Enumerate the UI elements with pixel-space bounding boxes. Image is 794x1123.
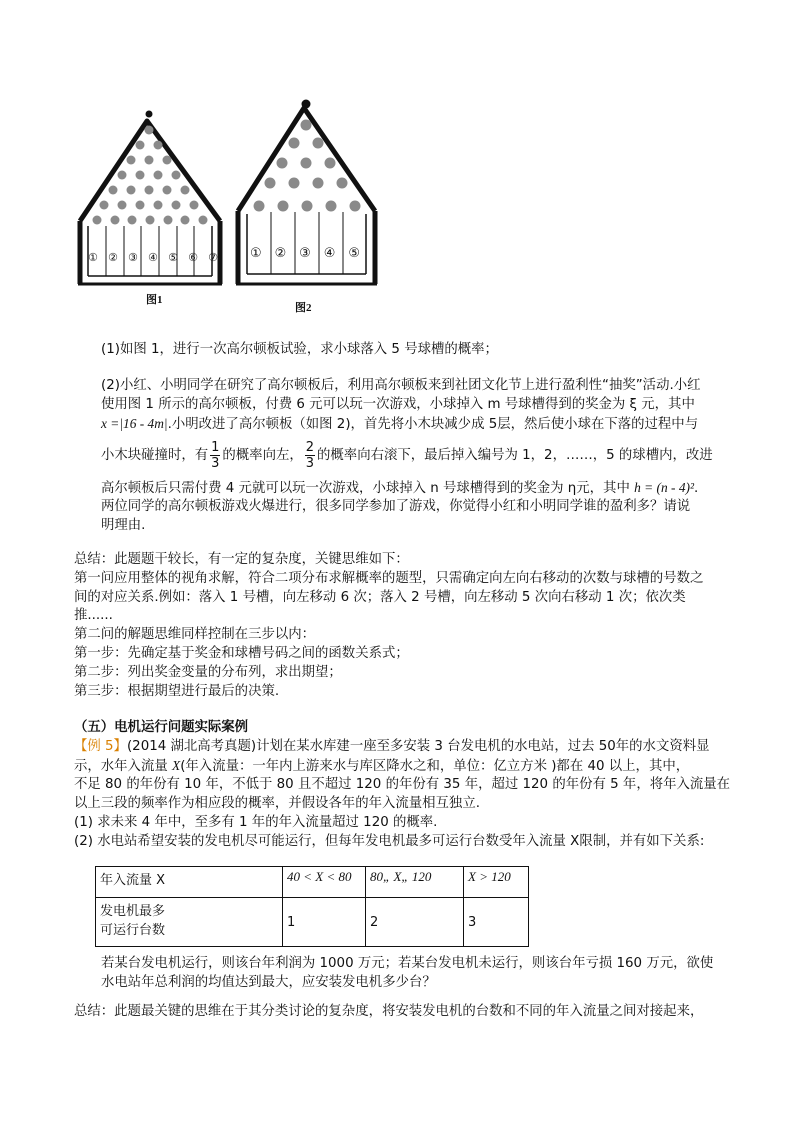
question-1: (1)如图 1，进行一次高尔顿板试验，求小球落入 5 号球槽的概率； — [101, 342, 498, 357]
fraction-numerator: 2 — [305, 439, 315, 455]
question-2-line — [101, 437, 713, 475]
slot-label: ③ — [128, 251, 138, 264]
table-cell: 1 — [283, 898, 366, 947]
fraction-one-third — [210, 440, 220, 471]
slot-label: ① — [88, 251, 98, 264]
table-cell — [96, 898, 283, 947]
figure-1-slot-labels — [88, 251, 218, 264]
variable-x: X — [172, 758, 181, 773]
question-2-line: 两位同学的高尔顿板游戏火爆进行，很多同学参加了游戏，你觉得小红和小明同学谁的盈利多？请说 — [101, 499, 691, 514]
summary-line: 第二问的解题思维同样控制在三步以内： — [74, 627, 316, 642]
summary-line: 第三步：根据期望进行最后的决策. — [74, 684, 280, 699]
question-text: . — [694, 481, 699, 496]
example-line: 水电站年总利润的均值达到最大，应安装发电机多少台？ — [101, 975, 436, 990]
example-subquestion: (1) 求未来 4 年中，至多有 1 年的年入流量超过 120 的概率. — [74, 815, 438, 830]
summary-line: 推...... — [74, 608, 113, 623]
table-cell: 3 — [464, 898, 529, 947]
slot-label: ② — [108, 251, 118, 264]
summary-line: 总结：此题题干较长，有一定的复杂度，关键思维如下： — [74, 552, 409, 567]
example-subquestion: (2) 水电站希望安装的发电机尽可能运行，但每年发电机最多可运行台数受年入流量 X限制，并有如下关系: — [74, 834, 705, 849]
summary-line: 总结：此题最关键的思维在于其分类讨论的复杂度，将安装发电机的台数和不同的年入流量之间对接起来， — [74, 1004, 704, 1019]
formula-h: h = (n - 4)² — [634, 480, 694, 495]
table-row — [96, 898, 529, 947]
flow-table — [95, 866, 529, 947]
table-cell-line: 可运行台数 — [100, 923, 166, 938]
question-2-line — [101, 478, 698, 498]
summary-line: 第二步：列出奖金变量的分布列，求出期望； — [74, 665, 342, 680]
question-text: 小木块碰撞时，有 — [101, 448, 209, 463]
slot-label: ① — [250, 246, 262, 261]
table-cell: X > 120 — [464, 867, 529, 898]
example-line — [74, 756, 689, 776]
slot-label: ④ — [323, 246, 336, 261]
question-2-line: 明理由. — [101, 518, 146, 533]
galton-board-figure-2 — [228, 94, 398, 294]
fraction-numerator: 1 — [211, 439, 220, 455]
example-line — [74, 737, 710, 756]
summary-line: 第一问应用整体的视角求解，符合二项分布求解概率的题型，只需确定向左向右移动的次数与球槽的号数之 — [74, 571, 704, 586]
table-cell-line: 发电机最多 — [100, 904, 166, 919]
slot-label: ⑦ — [208, 251, 218, 264]
figure-2-slot-labels — [250, 246, 360, 261]
question-2-line: (2)小红、小明同学在研究了高尔顿板后，利用高尔顿板来到社团文化节上进行盈利性“抽奖”活动.小红 — [101, 378, 701, 393]
example-tag: 【例 5】 — [74, 739, 127, 754]
table-cell: 2 — [366, 898, 464, 947]
question-2-line: 使用图 1 所示的高尔顿板，付费 6 元可以玩一次游戏，小球掉入 m 号球槽得到的奖金为 ξ 元，其中 — [101, 397, 695, 412]
question-text: 的概率向右滚下，最后掉入编号为 1，2，……，5 的球槽内，改进 — [317, 448, 713, 463]
table-row — [96, 867, 529, 898]
table-cell: 80„ X„ 120 — [366, 867, 464, 898]
question-text: .小明改进了高尔顿板（如图 2)，首先将小木块减少成 5层，然后使小球在下落的过程中与 — [167, 417, 699, 432]
summary-line: 间的对应关系.例如：落入 1 号槽，向左移动 6 次；落入 2 号槽，向左移动 5 次向右移动 1 次；依次类 — [74, 590, 686, 605]
example-line: 以上三段的频率作为相应段的概率，并假设各年的年入流量相互独立. — [74, 796, 480, 811]
slot-label: ⑤ — [168, 251, 178, 264]
example-line: 不足 80 的年份有 10 年，不低于 80 且不超过 120 的年份有 35 年，超过 120 的年份有 5 年，将年入流量在 — [74, 777, 731, 792]
figure-2-caption: 图2 — [295, 302, 312, 314]
section-title: （五）电机运行问题实际案例 — [74, 720, 249, 735]
slot-label: ② — [274, 246, 287, 261]
summary-line: 第一步：先确定基于奖金和球槽号码之间的函数关系式； — [74, 646, 409, 661]
table-cell: 40 < X < 80 — [283, 867, 366, 898]
slot-label: ③ — [299, 246, 311, 261]
slot-label: ⑤ — [348, 246, 360, 261]
formula-x: x =|16 - 4m| — [101, 416, 168, 431]
example-text: (2014 湖北高考真题)计划在某水库建一座至多安装 3 台发电机的水电站，过去 50年的水文资料显 — [126, 739, 710, 754]
slot-label: ⑥ — [188, 251, 198, 264]
slot-label: ④ — [148, 251, 158, 264]
question-text: 高尔顿板后只需付费 4 元就可以玩一次游戏，小球掉入 n 号球槽得到的奖金为 η元，其中 — [101, 481, 635, 496]
table-cell: 年入流量 X — [96, 867, 283, 898]
question-text: 的概率向左， — [222, 448, 303, 463]
figure-1-caption: 图1 — [146, 294, 163, 306]
question-2-line — [101, 414, 698, 434]
example-line: 若某台发电机运行，则该台年利润为 1000 万元；若某台发电机未运行，则该台年亏损 160 万元，欲使 — [101, 956, 714, 971]
example-text: 示，水年入流量 — [74, 759, 172, 774]
fraction-two-thirds — [305, 440, 315, 471]
fraction-denominator: 3 — [211, 455, 220, 471]
example-text: (年入流量：一年内上游来水与库区降水之和，单位：亿立方米 )都在 40 以上，其中， — [180, 759, 690, 774]
fraction-denominator: 3 — [305, 455, 315, 471]
galton-board-figure-1 — [70, 104, 240, 304]
